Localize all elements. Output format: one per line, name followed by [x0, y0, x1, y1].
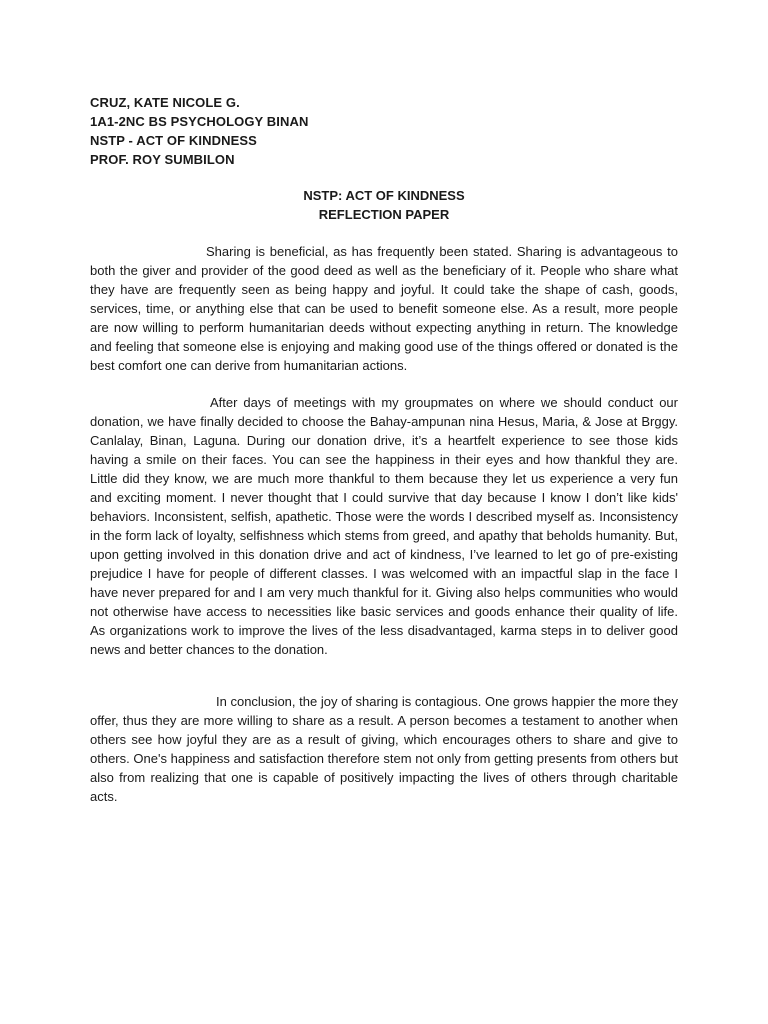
student-section: 1A1-2NC BS PSYCHOLOGY BINAN — [90, 114, 309, 129]
author-header — [90, 93, 690, 169]
title-line-1: NSTP: ACT OF KINDNESS — [303, 188, 465, 203]
document-title — [90, 186, 678, 224]
professor-name: PROF. ROY SUMBILON — [90, 152, 235, 167]
title-line-2: REFLECTION PAPER — [318, 207, 450, 222]
paragraph-conclusion: In conclusion, the joy of sharing is contagious. One grows happier the more they offer, thus they are more willing to share as a result. A person becomes a testament to another when others see how joyful they are as a result of giving, which encourages others to share and give to others. One's happiness and satisfaction therefore stem not only from getting presents from others but also from realizing that one is capable of positively impacting the lives of others through charitable acts. — [90, 694, 678, 804]
student-name: CRUZ, KATE NICOLE G. — [90, 95, 240, 110]
paragraph-experience: After days of meetings with my groupmates on where we should conduct our donation, we have finally decided to choose the Bahay-ampunan nina Hesus, Maria, & Jose at Brggy. Canlalay, Binan, Laguna. During our donation drive, it’s a heartfelt experience to see those kids having a smile on their faces. You can see the happiness in their eyes and how thankful they are. Little did they know, we are much more thankful to them because they let us experience a very fun and exciting moment. I never thought that I could survive that day because I know I don’t like kids' behaviors. Inconsistent, selfish, apathetic. Those were the words I described myself as. Inconsistency in the form lack of loyalty, selfishness which stems from greed, and apathy that beholds humanity. But, upon getting involved in this donation drive and act of kindness, I’ve learned to let go of pre-existing prejudice I have for people of different classes. I was welcomed with an impactful slap in the face I have never prepared for and I am very much thankful for it. Giving also helps communities who would not otherwise have access to necessities like basic services and goods enhance their quality of life. As organizations work to improve the lives of the less disadvantaged, karma steps in to deliver good news and better chances to the donation. — [90, 395, 678, 657]
course-name: NSTP - ACT OF KINDNESS — [90, 133, 257, 148]
paragraph-intro: Sharing is beneficial, as has frequently been stated. Sharing is advantageous to both the giver and provider of the good deed as well as the beneficiary of it. People who share what they have are frequently seen as being happy and joyful. It could take the shape of cash, goods, services, time, or anything else that can be used to benefit someone else. As a result, more people are now willing to perform humanitarian deeds without expecting anything in return. The knowledge and feeling that someone else is enjoying and making good use of the things offered or donated is the best comfort one can derive from humanitarian actions. — [90, 244, 678, 373]
